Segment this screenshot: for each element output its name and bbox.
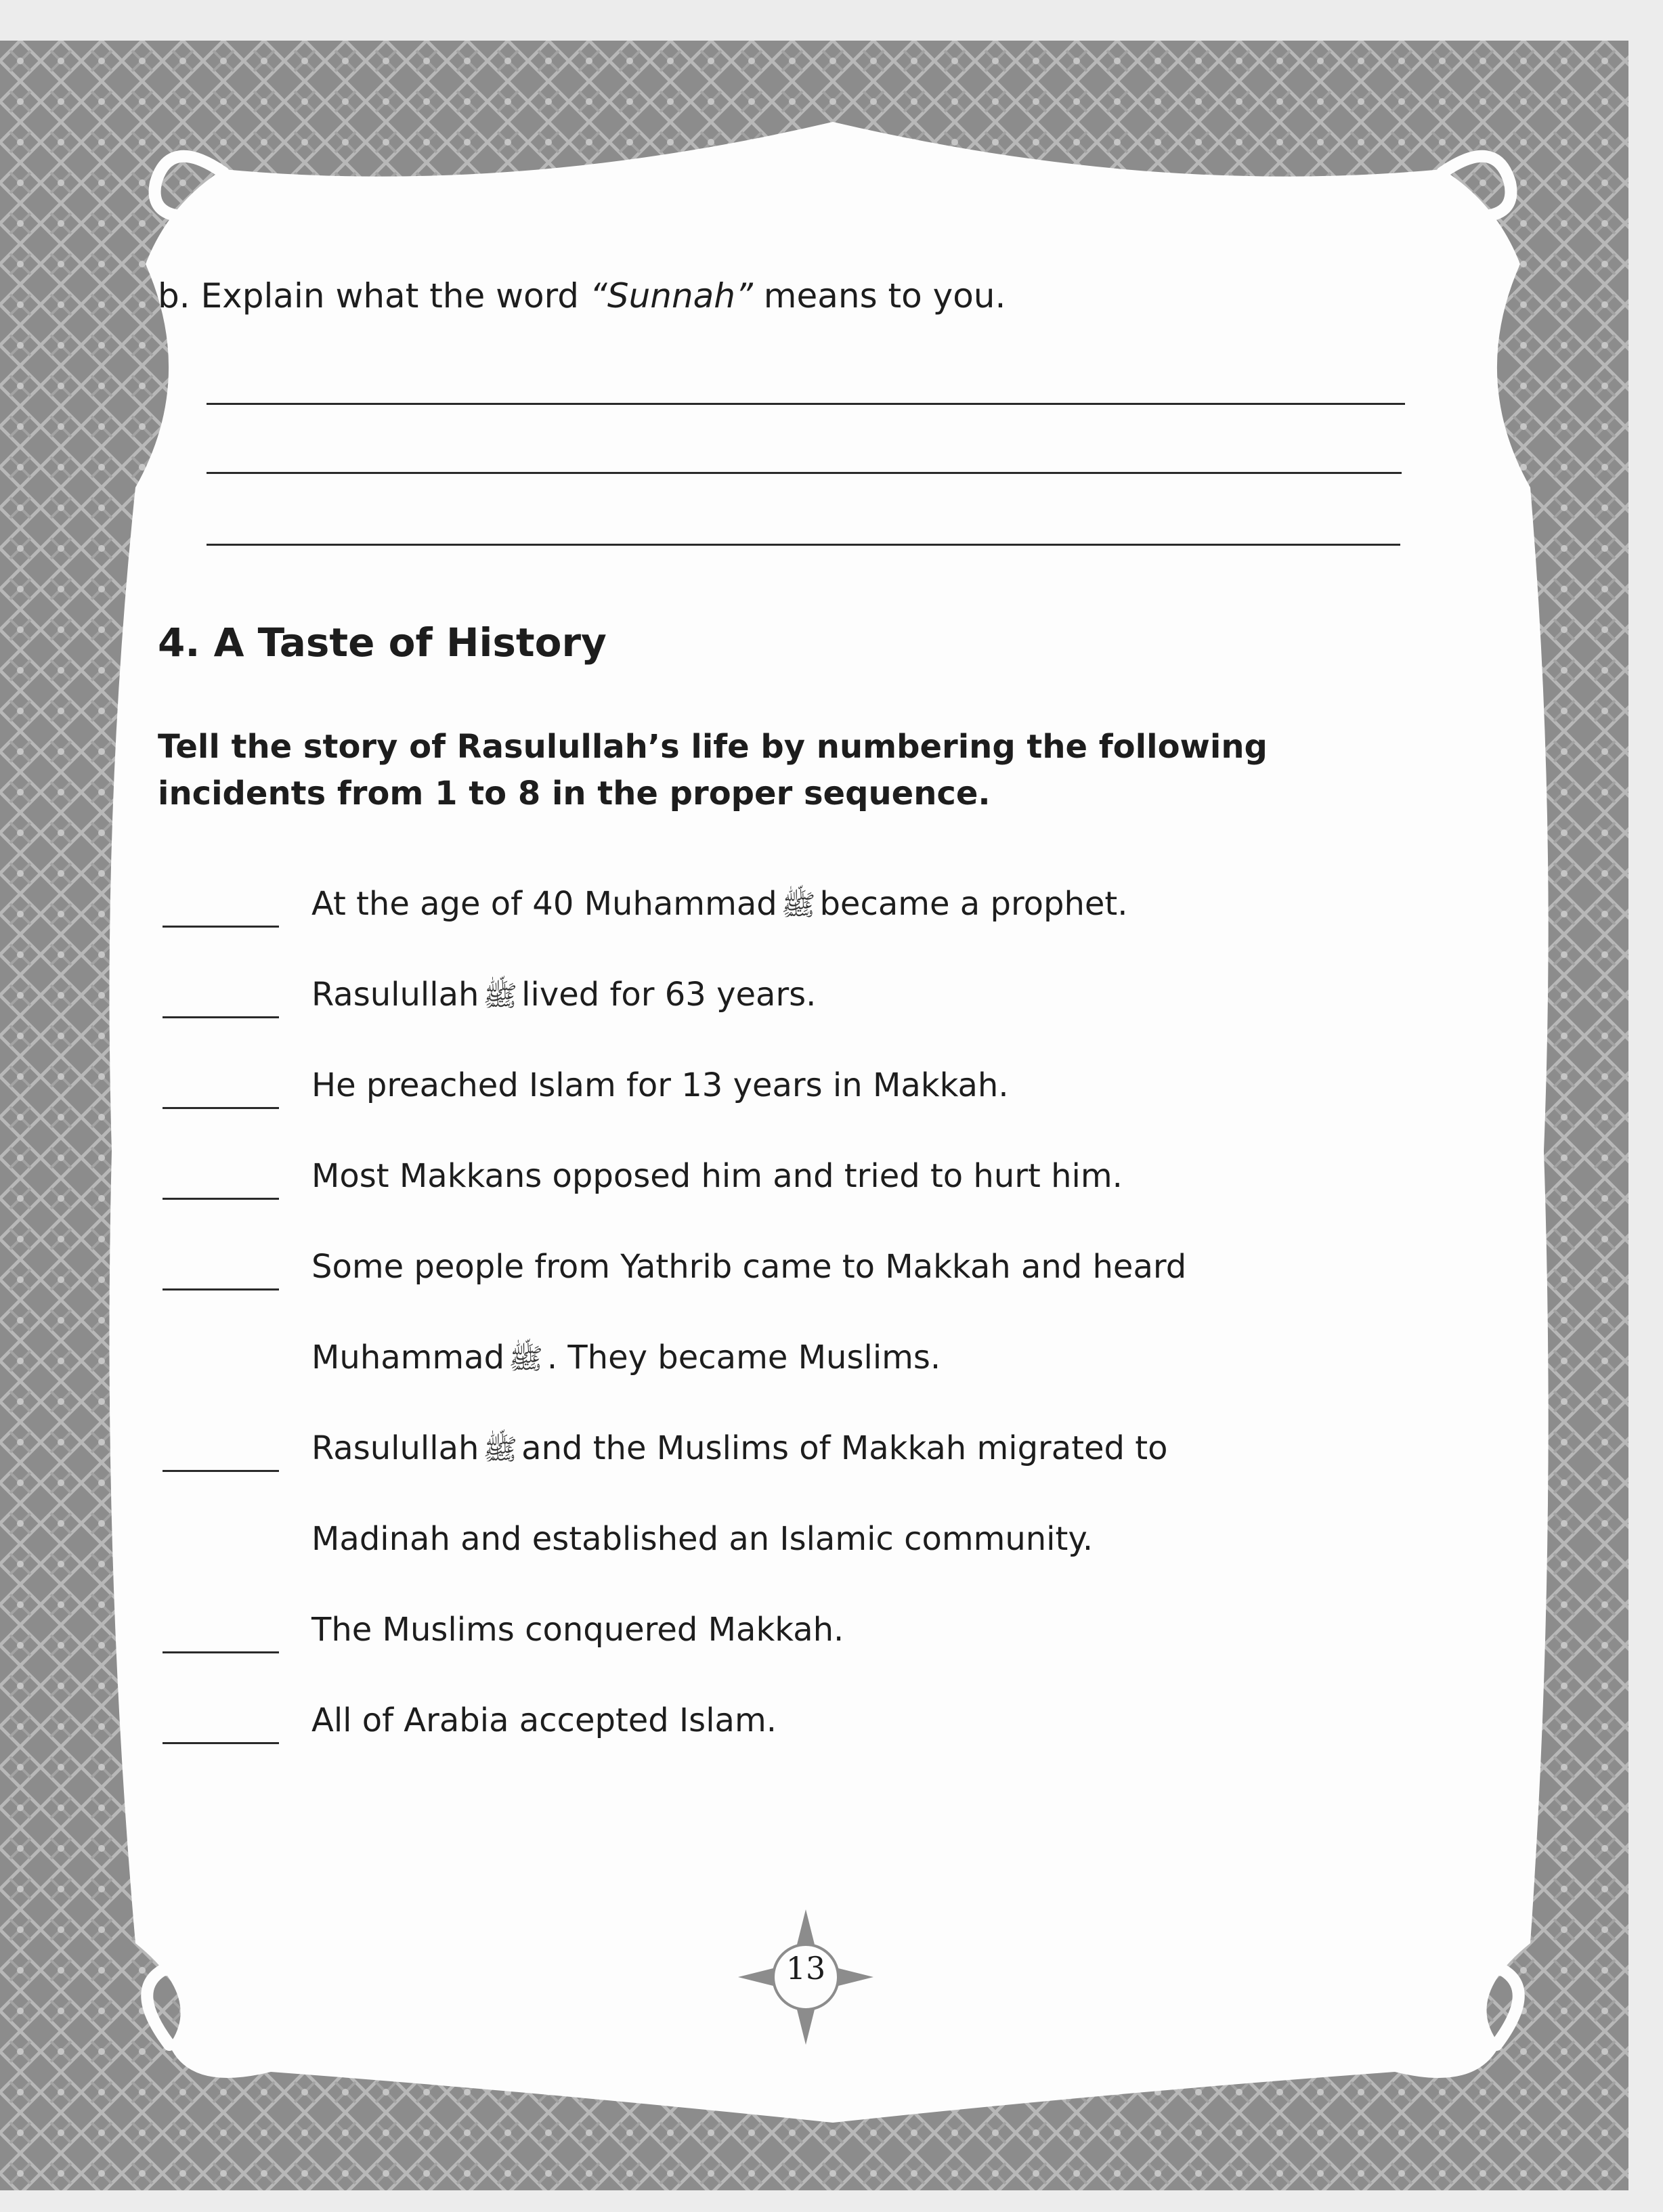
- incident-text: lived for 63 years.: [521, 976, 817, 1014]
- incident-text: At the age of 40 Muhammad: [311, 885, 777, 923]
- pbuh-icon: ﷺ: [483, 979, 518, 1012]
- question-text-before: Explain what the word: [200, 276, 590, 316]
- instructions-line: incidents from 1 to 8 in the proper sequence.: [158, 775, 991, 812]
- incident-text: became a prophet.: [819, 885, 1128, 923]
- incident-text: Muhammad: [311, 1339, 505, 1376]
- answer-line[interactable]: [207, 472, 1402, 474]
- incident-text: Most Makkans opposed him and tried to hurt him.: [311, 1157, 1123, 1195]
- page-number: 13: [785, 1950, 826, 1987]
- incident-text: The Muslims conquered Makkah.: [311, 1611, 844, 1649]
- sequence-number-blank[interactable]: [163, 926, 279, 928]
- sequence-number-blank[interactable]: [163, 1107, 279, 1109]
- sequence-number-blank[interactable]: [163, 1470, 279, 1472]
- sequence-number-blank[interactable]: [163, 1016, 279, 1018]
- incident-continuation: [311, 1520, 1093, 1558]
- incident-text: Madinah and established an Islamic community.: [311, 1520, 1094, 1558]
- incident-text: . They became Muslims.: [546, 1339, 941, 1376]
- incident-continuation: [311, 1339, 941, 1383]
- question-label: b.: [158, 276, 190, 316]
- incident-item: [311, 885, 1128, 929]
- sequence-number-blank[interactable]: [163, 1288, 279, 1291]
- sequence-number-blank[interactable]: [163, 1651, 279, 1653]
- incident-item: [311, 976, 816, 1020]
- incident-text: He preached Islam for 13 years in Makkah.: [311, 1066, 1009, 1104]
- answer-line[interactable]: [207, 544, 1400, 546]
- sequence-number-blank[interactable]: [163, 1198, 279, 1200]
- incident-item: [311, 1701, 777, 1739]
- incident-text: Rasulullah: [311, 1429, 479, 1467]
- answer-line[interactable]: [207, 403, 1405, 405]
- question-term: “Sunnah”: [589, 276, 753, 316]
- incident-text: All of Arabia accepted Islam.: [311, 1701, 777, 1739]
- pbuh-icon: ﷺ: [509, 1342, 543, 1375]
- incident-item: [311, 1429, 1167, 1473]
- pbuh-icon: ﷺ: [483, 1433, 518, 1466]
- incident-text: Rasulullah: [311, 976, 479, 1014]
- incident-item: [311, 1066, 1009, 1104]
- incident-text: Some people from Yathrib came to Makkah and heard: [311, 1248, 1187, 1286]
- section-heading: 4. A Taste of History: [158, 620, 607, 666]
- question-text-after: means to you.: [752, 276, 1006, 316]
- instructions-line: Tell the story of Rasulullah’s life by numbering the following: [158, 728, 1268, 766]
- incident-item: [311, 1157, 1123, 1195]
- incident-item: [311, 1248, 1186, 1286]
- incident-item: [311, 1611, 844, 1649]
- pbuh-icon: ﷺ: [781, 888, 816, 921]
- incident-text: and the Muslims of Makkah migrated to: [521, 1429, 1168, 1467]
- sequence-number-blank[interactable]: [163, 1742, 279, 1744]
- question-b: [158, 276, 1006, 316]
